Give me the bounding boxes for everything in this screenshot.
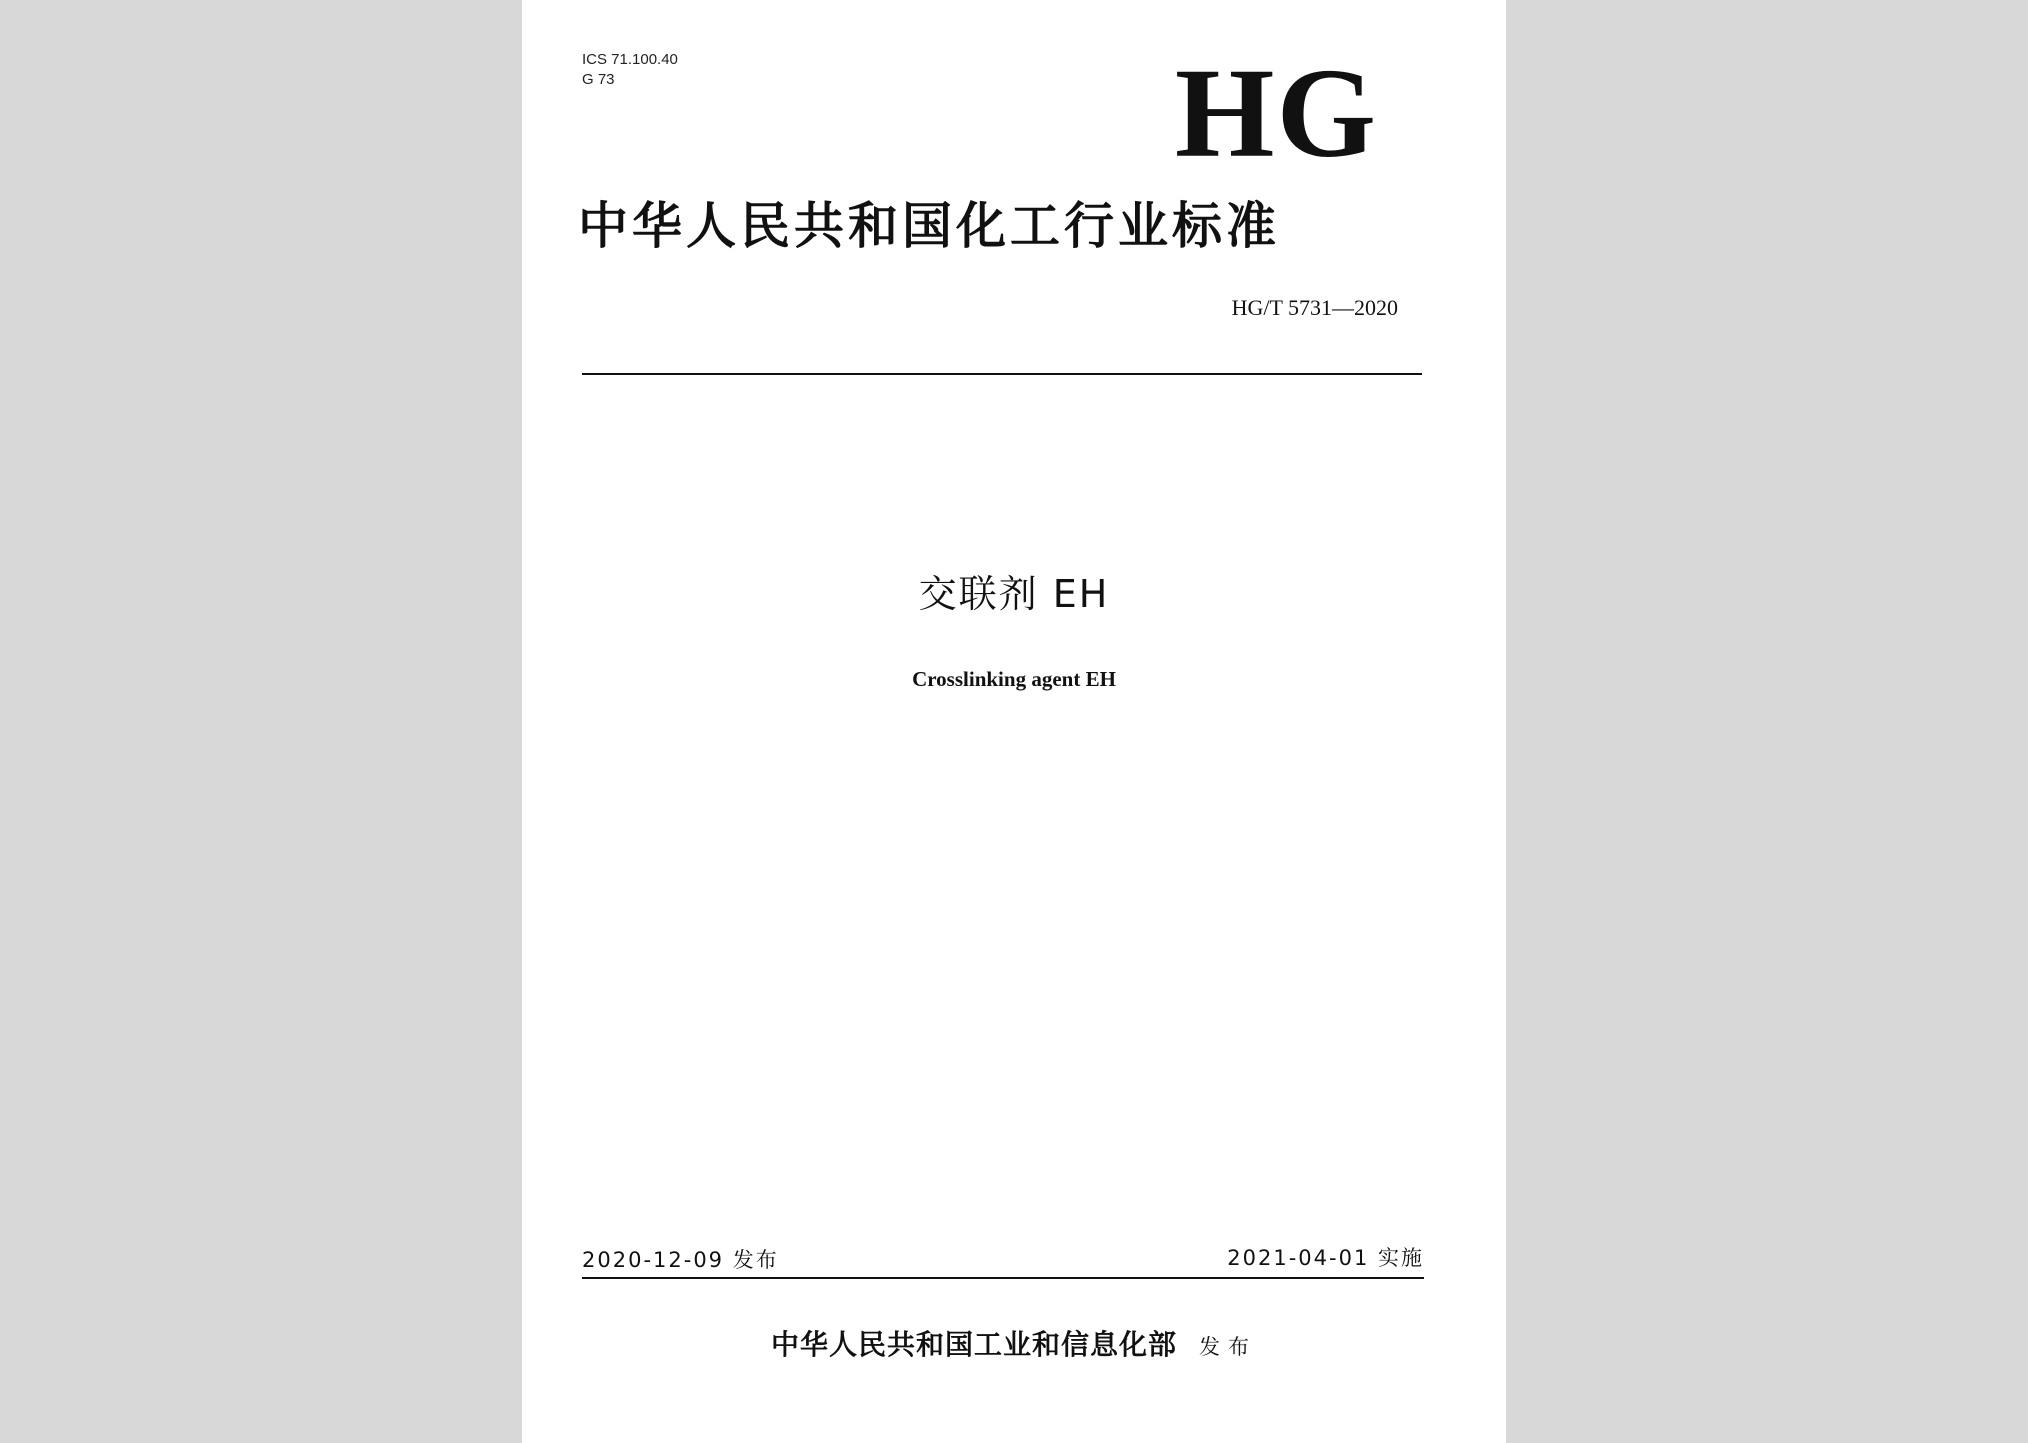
issue-date: 2020-12-09 发布 bbox=[582, 1248, 779, 1272]
document-english-title: Crosslinking agent EH bbox=[912, 667, 1116, 691]
standard-number: HG/T 5731—2020 bbox=[1231, 295, 1398, 320]
ccs-code: G 73 bbox=[582, 71, 615, 88]
publisher-action: 发布 bbox=[1199, 1335, 1257, 1359]
publisher-name: 中华人民共和国工业和信息化部 bbox=[770, 1328, 1177, 1361]
footer-divider bbox=[582, 1277, 1424, 1279]
document-title: 交联剂 EH bbox=[918, 572, 1110, 616]
publisher-line bbox=[522, 1325, 1506, 1367]
ics-code: ICS 71.100.40 bbox=[582, 51, 678, 68]
hg-logo: HG bbox=[1174, 42, 1378, 184]
header-divider bbox=[582, 373, 1422, 375]
document-page bbox=[522, 0, 1506, 1443]
standard-title: 中华人民共和国化工行业标准 bbox=[578, 197, 1280, 255]
effective-date: 2021-04-01 实施 bbox=[1227, 1246, 1424, 1270]
classification-codes bbox=[582, 50, 678, 90]
